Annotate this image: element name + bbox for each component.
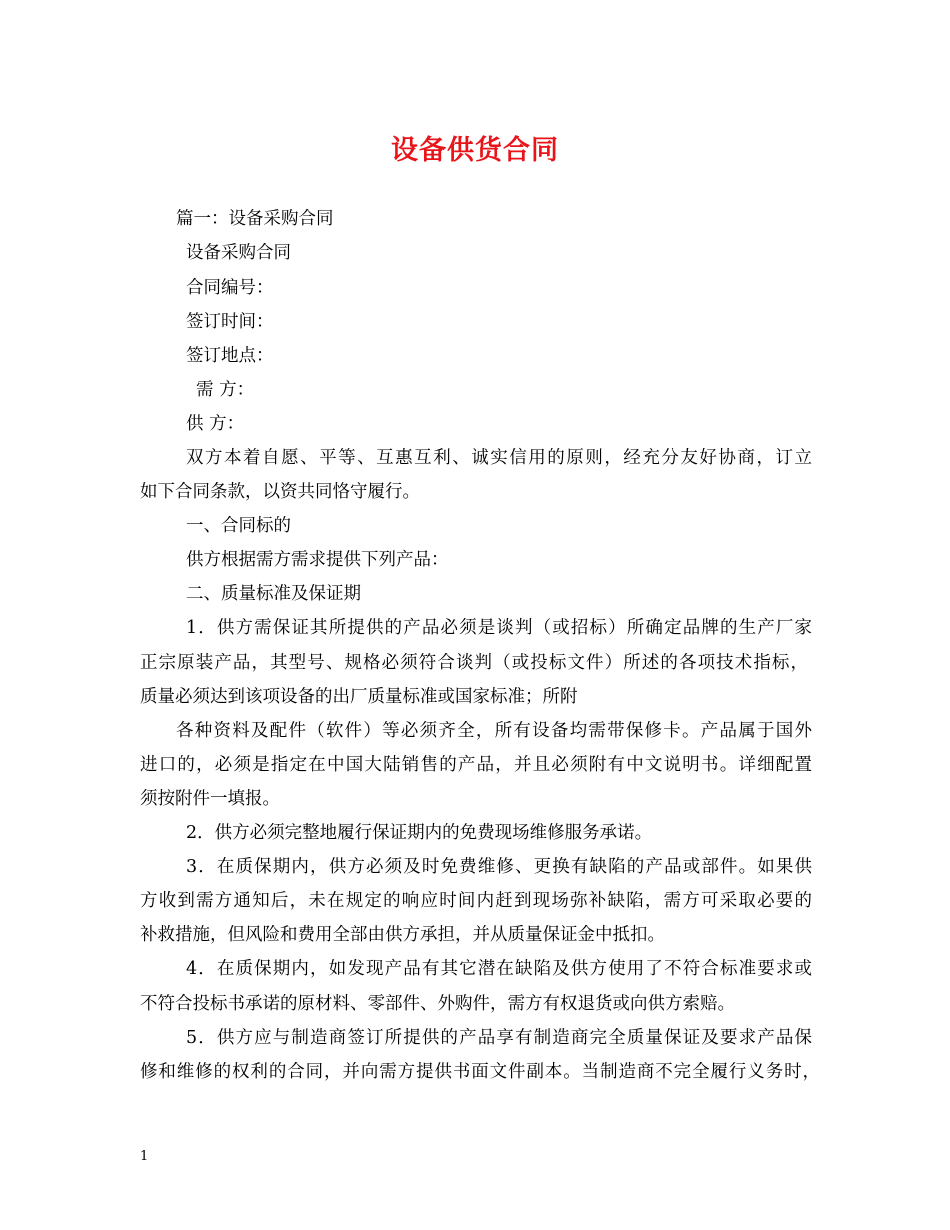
text-line: 1．供方需保证其所提供的产品必须是谈判（或招标）所确定品牌的生产厂家: [186, 618, 812, 638]
text-line: 一、合同标的: [186, 516, 291, 536]
text-line: 修和维修的权利的合同，并向需方提供书面文件副本。当制造商不完全履行义务时，: [140, 1062, 820, 1082]
text-line: 方收到需方通知后，未在规定的响应时间内赶到现场弥补缺陷，需方可采取必要的: [140, 891, 812, 911]
page-number: 1: [140, 1149, 149, 1164]
text-line: 设备采购合同: [186, 243, 291, 263]
text-line: 5．供方应与制造商签订所提供的产品享有制造商完全质量保证及要求产品保: [186, 1028, 812, 1048]
text-line: 供方根据需方需求提供下列产品：: [186, 550, 449, 570]
text-line: 二、质量标准及保证期: [186, 584, 361, 604]
text-line: 正宗原装产品，其型号、规格必须符合谈判（或投标文件）所述的各项技术指标，: [140, 653, 808, 673]
text-line: 质量必须达到该项设备的出厂质量标准或国家标准；所附: [140, 687, 578, 707]
text-line: 供 方：: [186, 414, 245, 434]
text-line: 不符合投标书承诺的原材料、零部件、外购件，需方有权退货或向供方索赔。: [140, 994, 735, 1014]
text-line: 篇一：设备采购合同: [176, 209, 334, 229]
text-line: 签订地点：: [186, 346, 274, 366]
text-line: 补救措施，但风险和费用全部由供方承担，并从质量保证金中抵扣。: [140, 925, 665, 945]
text-line: 如下合同条款，以资共同恪守履行。: [140, 482, 420, 502]
text-line: 4．在质保期内，如发现产品有其它潜在缺陷及供方使用了不符合标准要求或: [186, 959, 812, 979]
text-line: 须按附件一填报。: [140, 789, 280, 809]
document-title: 设备供货合同: [391, 135, 559, 166]
text-line: 签订时间：: [186, 312, 274, 332]
text-line: 双方本着自愿、平等、互惠互利、诚实信用的原则，经充分友好协商，订立: [186, 448, 812, 468]
text-line: 3．在质保期内，供方必须及时免费维修、更换有缺陷的产品或部件。如果供: [186, 857, 812, 877]
text-line: 2．供方必须完整地履行保证期内的免费现场维修服务承诺。: [186, 823, 653, 843]
text-line: 进口的，必须是指定在中国大陆销售的产品，并且必须附有中文说明书。详细配置: [140, 755, 812, 775]
text-line: 合同编号：: [186, 278, 274, 298]
text-line: 各种资料及配件（软件）等必须齐全，所有设备均需带保修卡。产品属于国外: [176, 721, 812, 741]
text-line: 需 方：: [196, 380, 255, 400]
